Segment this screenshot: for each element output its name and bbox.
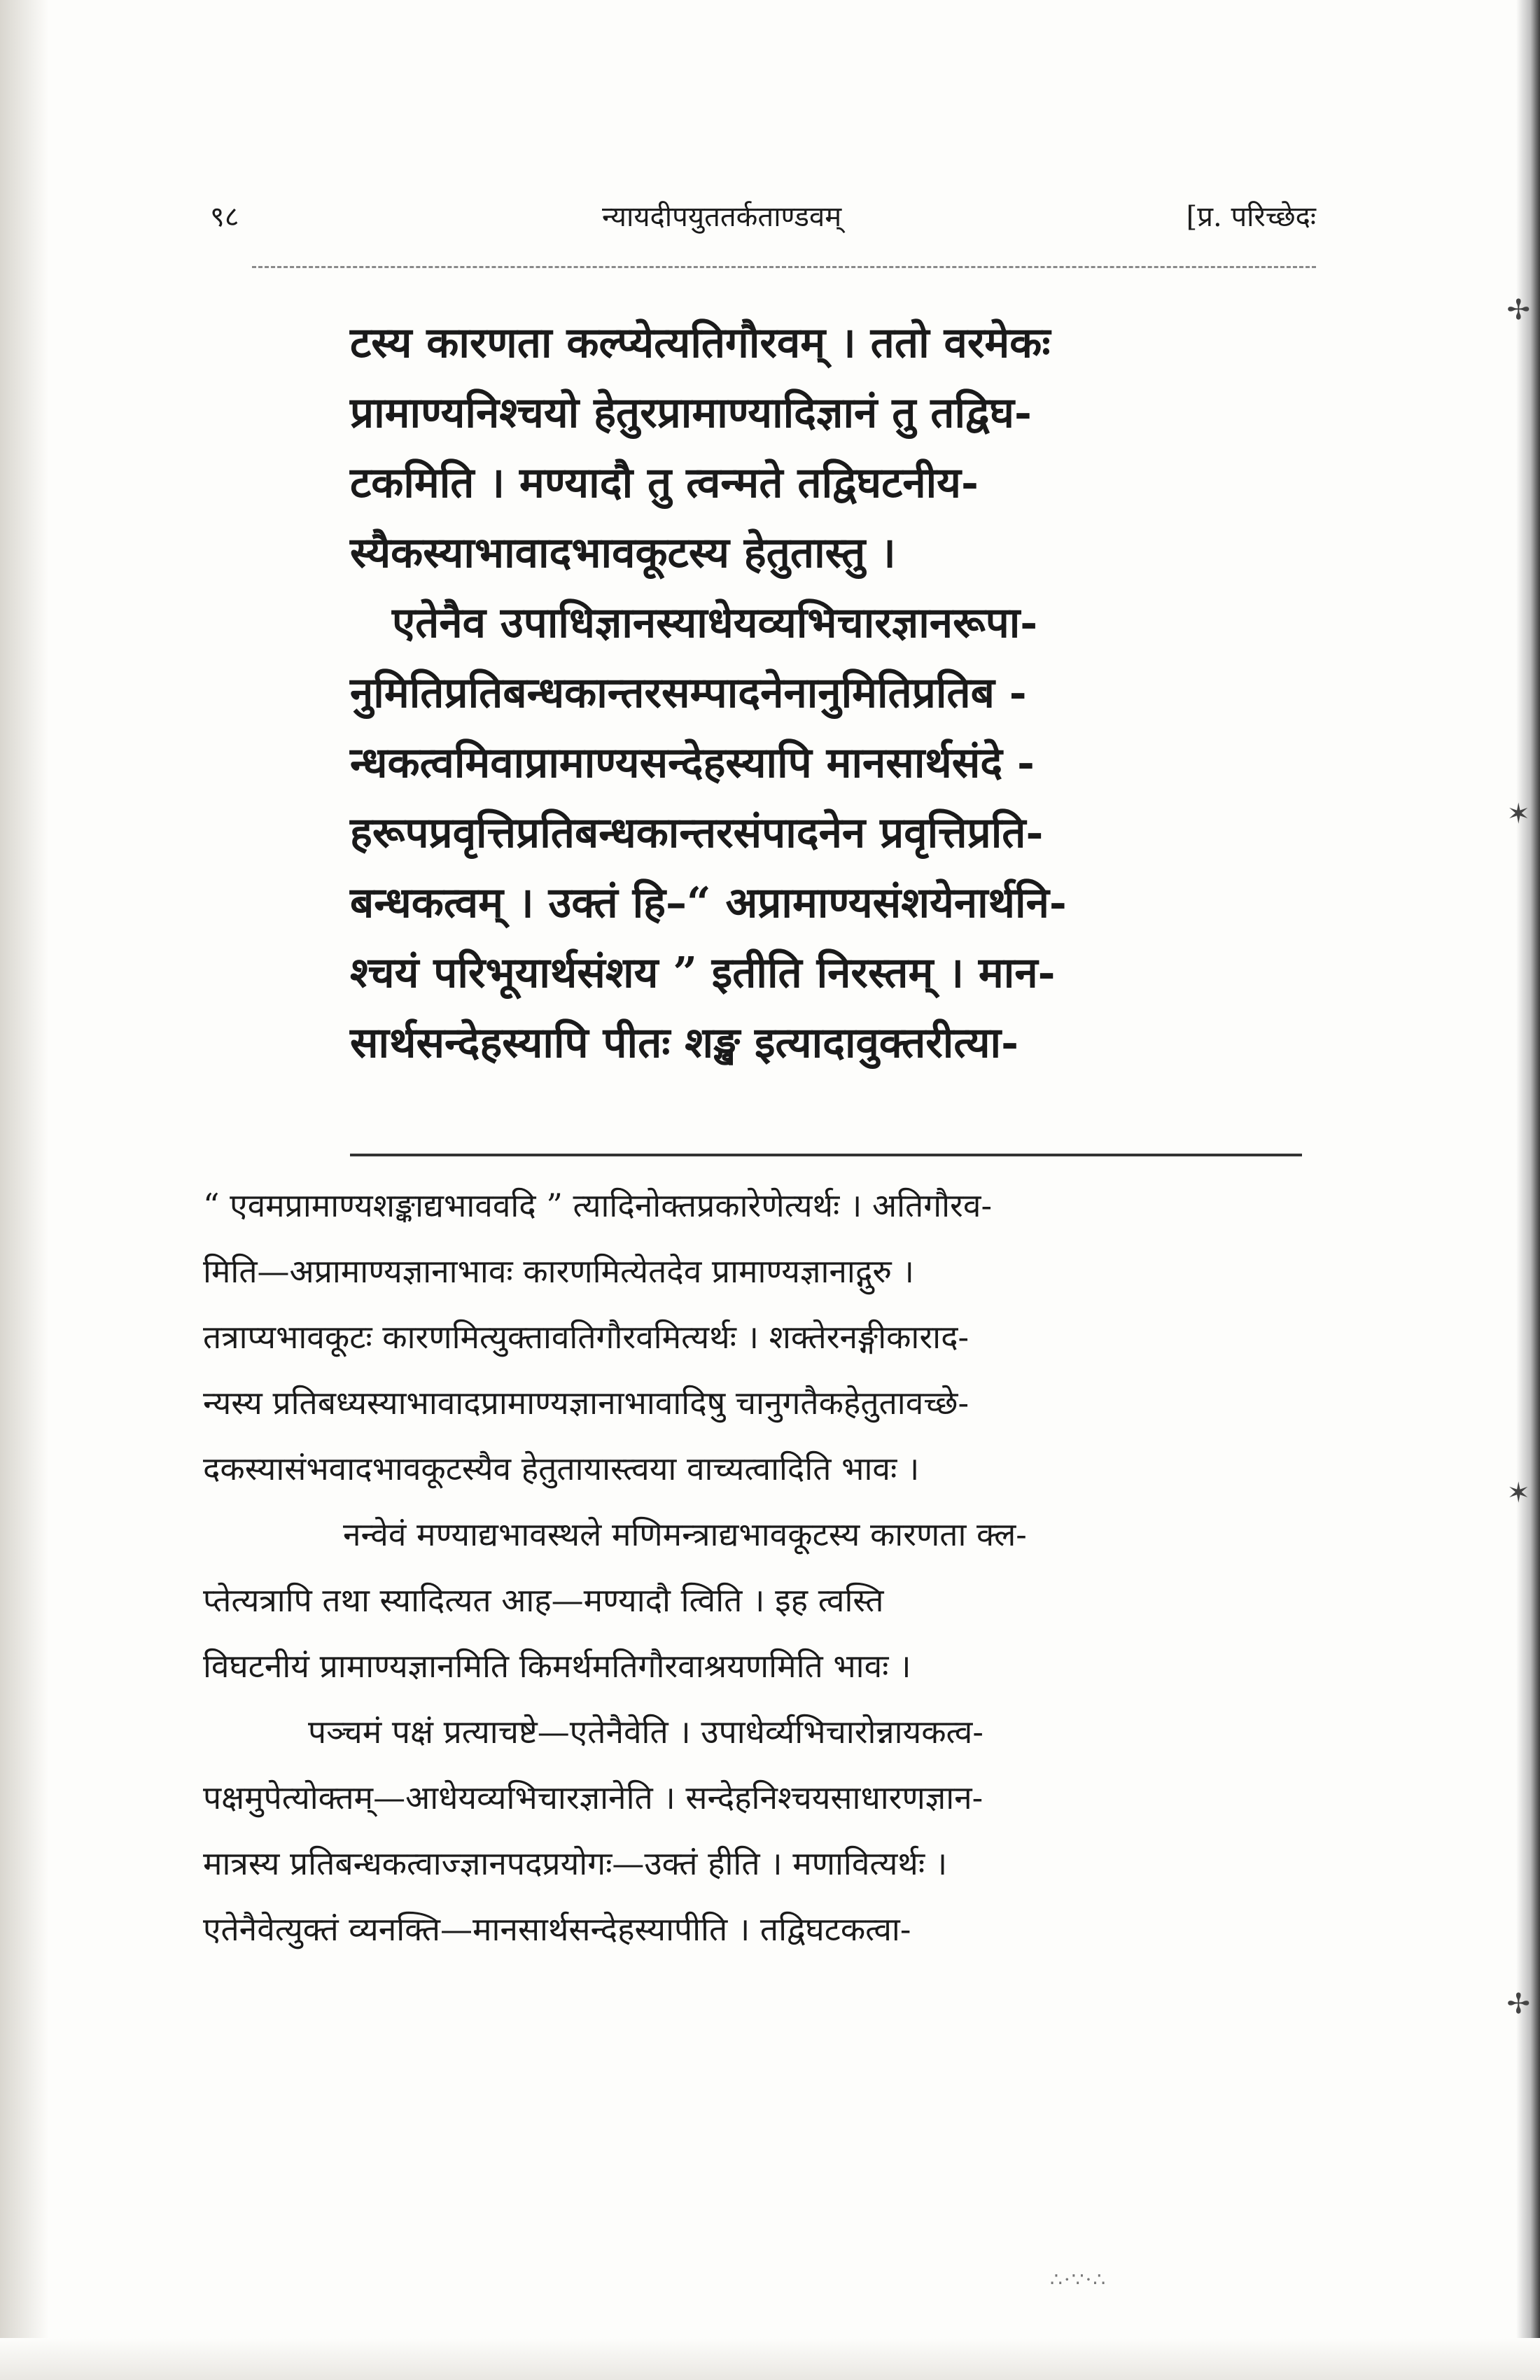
commentary-text bbox=[203, 1172, 1323, 1962]
commentary-line: पक्षमुपेत्योक्तम्—आधेयव्यभिचारज्ञानेति । सन्देहनिश्चयसाधारणज्ञान- bbox=[203, 1779, 983, 1816]
page-right-edge bbox=[1516, 0, 1540, 2380]
main-line: हरूपप्रवृत्तिप्रतिबन्धकान्तरसंपादनेन प्रवृत्तिप्रति- bbox=[350, 808, 1044, 858]
header-rule bbox=[252, 266, 1316, 268]
text-divider bbox=[350, 1154, 1302, 1156]
commentary-line: पञ्चमं पक्षं प्रत्याचष्टे—एतेनैवेति । उपाधेर्व्यभिचारोन्नायकत्व- bbox=[308, 1713, 983, 1751]
pin-mark-icon: ✢ bbox=[1506, 294, 1530, 326]
main-line: बन्धकत्वम् । उक्तं हि–“ अप्रामाण्यसंशयेनार्थनि- bbox=[350, 878, 1067, 927]
main-text bbox=[350, 308, 1204, 1078]
main-line: प्रामाण्यनिश्चयो हेतुरप्रामाण्यादिज्ञानं तु तद्विघ- bbox=[350, 388, 1032, 438]
commentary-line: न्यस्य प्रतिबध्यस्याभावादप्रामाण्यज्ञानाभावादिषु चानुगतैकहेतुतावच्छे- bbox=[203, 1384, 969, 1422]
star-mark-icon: ✶ bbox=[1506, 798, 1530, 830]
page-number: ९८ bbox=[210, 201, 239, 233]
star-mark-icon: ✶ bbox=[1506, 1477, 1530, 1509]
commentary-line: मात्रस्य प्रतिबन्धकत्वाज्ज्ञानपदप्रयोगः—उक्तं हीति । मणावित्यर्थः । bbox=[203, 1844, 948, 1882]
pin-mark-icon: ✢ bbox=[1506, 1988, 1530, 2020]
commentary-line: प्तेत्यत्रापि तथा स्यादित्यत आह—मण्यादौ त्विति । इह त्वस्ति bbox=[203, 1581, 884, 1619]
footer-smudge-icon: ∴·∵·∴ bbox=[1050, 2268, 1107, 2291]
main-line: टस्य कारणता कल्प्येत्यतिगौरवम् । ततो वरमेकः bbox=[350, 318, 1051, 368]
main-line: सार्थसन्देहस्यापि पीतः शङ्ख इत्यादावुक्तरीत्या- bbox=[350, 1018, 1018, 1068]
page-header bbox=[210, 196, 1316, 245]
main-line: नुमितिप्रतिबन्धकान्तरसम्पादनेनानुमितिप्रतिब - bbox=[350, 668, 1027, 718]
main-line: टकमिति । मण्यादौ तु त्वन्मते तद्विघटनीय- bbox=[350, 458, 979, 507]
commentary-line: नन्वेवं मण्याद्यभावस्थले मणिमन्त्राद्यभावकूटस्य कारणता क्ल- bbox=[343, 1516, 1027, 1553]
main-line: श्चयं परिभूयार्थसंशय ” इतीति निरस्तम् । मान- bbox=[350, 948, 1056, 997]
commentary-line: मिति—अप्रामाण्यज्ञानाभावः कारणमित्येतदेव प्रामाण्यज्ञानाद्गुरु । bbox=[203, 1252, 914, 1290]
commentary-line: दकस्यासंभवादभावकूटस्यैव हेतुतायास्त्वया वाच्यत्वादिति भावः । bbox=[203, 1450, 920, 1488]
main-line: न्धकत्वमिवाप्रामाण्यसन्देहस्यापि मानसार्थसंदे - bbox=[350, 738, 1035, 788]
section-label: [प्र. परिच्छेदः bbox=[1186, 201, 1316, 233]
commentary-line: विघटनीयं प्रामाण्यज्ञानमिति किमर्थमतिगौरवाश्रयणमिति भावः । bbox=[203, 1647, 911, 1685]
main-line: एतेनैव उपाधिज्ञानस्याधेयव्यभिचारज्ञानरूपा- bbox=[392, 598, 1038, 648]
page-bottom-edge bbox=[0, 2338, 1540, 2380]
main-line: स्यैकस्याभावादभावकूटस्य हेतुतास्तु । bbox=[350, 528, 896, 578]
page-left-edge bbox=[0, 0, 49, 2380]
commentary-line: एतेनैवेत्युक्तं व्यनक्ति—मानसार्थसन्देहस्यापीति । तद्विघटकत्वा- bbox=[203, 1910, 911, 1948]
running-title: न्यायदीपयुततर्कताण्डवम् bbox=[602, 201, 842, 233]
commentary-line: तत्राप्यभावकूटः कारणमित्युक्तावतिगौरवमित्यर्थः । शक्तेरनङ्गीकाराद- bbox=[203, 1318, 969, 1356]
commentary-line: “ एवमप्रामाण्यशङ्काद्यभाववदि ” त्यादिनोक्तप्रकारेणेत्यर्थः । अतिगौरव- bbox=[203, 1186, 992, 1224]
